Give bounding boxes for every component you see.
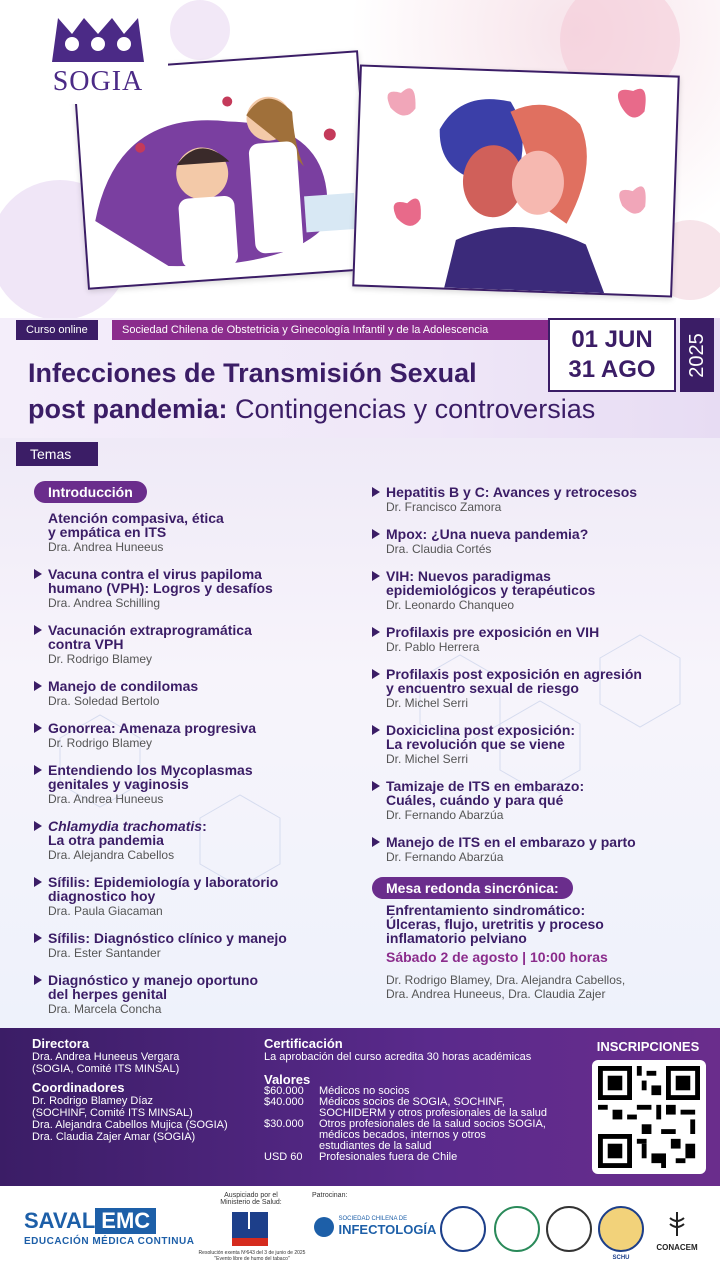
price-description: Médicos no socios <box>319 1085 410 1097</box>
topic-speaker: Dra. Andrea Huneeus <box>48 540 164 554</box>
topic-title: Vacunación extraprogramática contra VPH <box>48 622 252 652</box>
topic-title: Mpox: ¿Una nueva pandemia? <box>386 526 589 542</box>
topic-item <box>386 527 588 556</box>
topic-title: Sífilis: Diagnóstico clínico y manejo <box>48 930 287 946</box>
topic-item <box>48 511 224 554</box>
society-seal-2 <box>494 1206 540 1252</box>
bullet-icon <box>372 627 380 637</box>
price-amount: $40.000 <box>264 1096 304 1108</box>
mesa-speakers: Dr. Rodrigo Blamey, Dra. Alejandra Cabellos, Dra. Andrea Huneeus, Dra. Claudia Zajer <box>386 973 626 1001</box>
topic-title: Profilaxis pre exposición en VIH <box>386 624 600 640</box>
bullet-icon <box>34 877 42 887</box>
directora-text: Dra. Andrea Huneeus Vergara (SOGIA, Comité ITS MINSAL) <box>32 1051 180 1075</box>
saval-subtitle: EDUCACIÓN MÉDICA CONTINUA <box>24 1236 195 1247</box>
topic-speaker: Dr. Michel Serri <box>386 696 469 710</box>
topic-item <box>48 973 258 1016</box>
topic-item <box>386 667 642 710</box>
price-row <box>264 1097 574 1119</box>
topic-item <box>48 819 207 862</box>
coordinators-text: Dr. Rodrigo Blamey Díaz (SOCHINF, Comité ITS MINSAL) Dra. Alejandra Cabellos Mujica (SOGIA) Dra. Claudia Zajer Amar (SOGIA) <box>32 1095 228 1143</box>
date-end: 31 AGO <box>568 356 656 383</box>
patrocinan-label: Patrocinan: <box>312 1192 348 1199</box>
topic-speaker: Dra. Alejandra Cabellos <box>48 848 175 862</box>
year-text: 2025 <box>685 332 708 378</box>
topic-title: Diagnóstico y manejo oportuno del herpes genital <box>48 972 259 1002</box>
topic-title: Doxiciclina post exposición: La revolución que se viene <box>386 722 576 752</box>
topic-title <box>48 819 207 847</box>
topic-title: Entendiendo los Mycoplasmas genitales y vaginosis <box>48 762 253 792</box>
sogia-emblem-icon <box>48 14 148 66</box>
bullet-icon <box>34 681 42 691</box>
bullet-icon <box>34 933 42 943</box>
topic-title: Vacuna contra el virus papiloma humano (VPH): Logros y desafíos <box>48 566 273 596</box>
price-amount: USD 60 <box>264 1151 303 1163</box>
price-row <box>264 1152 574 1163</box>
year-badge <box>680 318 714 392</box>
title-bold-part: post pandemia: <box>28 394 228 424</box>
topic-item <box>386 569 595 612</box>
topic-speaker: Dr. Michel Serri <box>386 752 469 766</box>
bullet-icon <box>372 669 380 679</box>
topic-item <box>386 779 584 822</box>
directors-block <box>32 1036 252 1143</box>
topic-speaker: Dr. Rodrigo Blamey <box>48 736 153 750</box>
directora-heading: Directora <box>32 1036 90 1051</box>
conacem-text: CONACEM <box>656 1243 698 1252</box>
bullet-icon <box>372 529 380 539</box>
qr-code[interactable] <box>592 1060 706 1174</box>
saval-emc-logo <box>24 1208 194 1247</box>
sochinf-logo <box>314 1216 436 1237</box>
topic-title: Tamizaje de ITS en embarazo: Cuáles, cuándo y para qué <box>386 778 585 808</box>
topic-speaker: Dra. Andrea Schilling <box>48 596 161 610</box>
topic-speaker: Dra. Andrea Huneeus <box>48 792 164 806</box>
topic-speaker: Dra. Marcela Concha <box>48 1002 162 1016</box>
topic-item <box>386 625 599 654</box>
price-description: Otros profesionales de la salud socios SOGIA, médicos becados, internos y otros estudiantes de la salud <box>319 1118 546 1152</box>
topic-title-rest: : La otra pandemia <box>48 818 207 848</box>
hero-banner <box>0 0 720 318</box>
inscripciones-button[interactable]: INSCRIPCIONES <box>596 1039 700 1054</box>
course-title-line1: Infecciones de Transmisión Sexual <box>28 358 477 388</box>
topic-speaker: Dr. Leonardo Chanqueo <box>386 598 515 612</box>
topic-title: Hepatitis B y C: Avances y retrocesos <box>386 484 638 500</box>
topic-item <box>386 485 637 514</box>
topic-item <box>48 931 287 960</box>
mesa-block <box>386 903 625 1001</box>
conacem-logo <box>652 1210 702 1252</box>
topic-item <box>48 721 256 750</box>
resolucion-text: Resolución exenta Nº643 del 3 de junio de 2025 "Evento libre de humo del tabaco" <box>198 1250 306 1262</box>
topic-speaker: Dra. Soledad Bertolo <box>48 694 160 708</box>
bullet-icon <box>34 569 42 579</box>
topic-item <box>48 623 252 666</box>
sochinf-small-text: SOCIEDAD CHILENA DE <box>338 1216 408 1222</box>
bullet-icon <box>34 723 42 733</box>
bullet-icon <box>372 725 380 735</box>
topic-speaker: Dra. Ester Santander <box>48 946 161 960</box>
topic-speaker: Dr. Francisco Zamora <box>386 500 502 514</box>
certification-heading: Certificación <box>264 1036 343 1051</box>
society-seal-3 <box>546 1206 592 1252</box>
qr-code-icon <box>598 1066 700 1168</box>
schu-label: SCHU <box>612 1255 630 1261</box>
price-amount: $60.000 <box>264 1085 304 1097</box>
bullet-icon <box>34 821 42 831</box>
topic-title: Gonorrea: Amenaza progresiva <box>48 720 256 736</box>
topic-title-italic: Chlamydia trachomatis <box>48 818 203 834</box>
sochinf-big-text: INFECTOLOGÍA <box>338 1222 437 1237</box>
society-tag: Sociedad Chilena de Obstetricia y Ginecología Infantil y de la Adolescencia <box>112 320 548 340</box>
certification-text: La aprobación del curso acredita 30 horas académicas <box>264 1051 532 1063</box>
mesa-title: Enfrentamiento sindromático: Úlceras, flujo, uretritis y proceso inflamatorio pelviano <box>386 902 604 946</box>
auspiciado-label: Auspiciado por el Ministerio de Salud: <box>220 1192 282 1206</box>
temas-tab: Temas <box>16 442 98 466</box>
coordinators-heading: Coordinadores <box>32 1080 125 1095</box>
intro-pill: Introducción <box>34 481 147 503</box>
topic-speaker: Dr. Rodrigo Blamey <box>48 652 153 666</box>
valores-heading: Valores <box>264 1072 311 1087</box>
topic-title: Atención compasiva, ética y empática en ITS <box>48 510 224 540</box>
saval-text: SAVAL <box>24 1208 96 1233</box>
price-row <box>264 1119 574 1152</box>
topic-item <box>48 567 273 610</box>
price-list <box>264 1086 574 1163</box>
price-description: Profesionales fuera de Chile <box>319 1151 458 1163</box>
topic-title: Manejo de condilomas <box>48 678 199 694</box>
topic-speaker: Dr. Fernando Abarzúa <box>386 850 504 864</box>
ministerio-logo <box>232 1212 268 1246</box>
title-light-part: Contingencias y controversias <box>227 394 596 424</box>
bullet-icon <box>372 781 380 791</box>
schu-seal <box>598 1206 644 1252</box>
date-start: 01 JUN <box>571 326 653 353</box>
society-seal-1 <box>440 1206 486 1252</box>
topic-title: Profilaxis post exposición en agresión y encuentro sexual de riesgo <box>386 666 642 696</box>
mesa-date: Sábado 2 de agosto | 10:00 horas <box>386 949 608 965</box>
price-amount: $30.000 <box>264 1118 304 1130</box>
topic-speaker: Dra. Claudia Cortés <box>386 542 492 556</box>
topic-item <box>48 763 253 806</box>
bullet-icon <box>372 837 380 847</box>
topic-title: Manejo de ITS en el embarazo y parto <box>386 834 636 850</box>
bullet-icon <box>34 975 42 985</box>
price-description: Médicos socios de SOGIA, SOCHINF, SOCHIDERM y otros profesionales de la salud <box>319 1096 548 1119</box>
date-box <box>548 318 676 392</box>
bullet-icon <box>34 765 42 775</box>
mesa-pill: Mesa redonda sincrónica: <box>372 877 573 899</box>
topic-speaker: Dr. Pablo Herrera <box>386 640 480 654</box>
bullet-icon <box>34 625 42 635</box>
bullet-icon <box>372 487 380 497</box>
topic-speaker: Dr. Fernando Abarzúa <box>386 808 504 822</box>
course-online-tag: Curso online <box>16 320 98 340</box>
bullet-icon <box>372 571 380 581</box>
conacem-icon <box>664 1210 690 1238</box>
certification-block <box>264 1036 574 1087</box>
topic-item <box>386 723 575 766</box>
topic-title: VIH: Nuevos paradigmas epidemiológicos y terapéuticos <box>386 568 596 598</box>
couple-illustration <box>352 64 680 297</box>
sogia-logo <box>28 4 168 104</box>
topic-item <box>386 835 636 864</box>
topic-item <box>48 875 278 918</box>
topic-title: Sífilis: Epidemiología y laboratorio diagnostico hoy <box>48 874 279 904</box>
topic-item <box>48 679 198 708</box>
course-title-line2 <box>28 394 595 425</box>
sochinf-icon <box>314 1217 334 1237</box>
emc-text: EMC <box>95 1208 156 1234</box>
topic-speaker: Dra. Paula Giacaman <box>48 904 163 918</box>
sogia-logo-text: SOGIA <box>52 66 144 97</box>
